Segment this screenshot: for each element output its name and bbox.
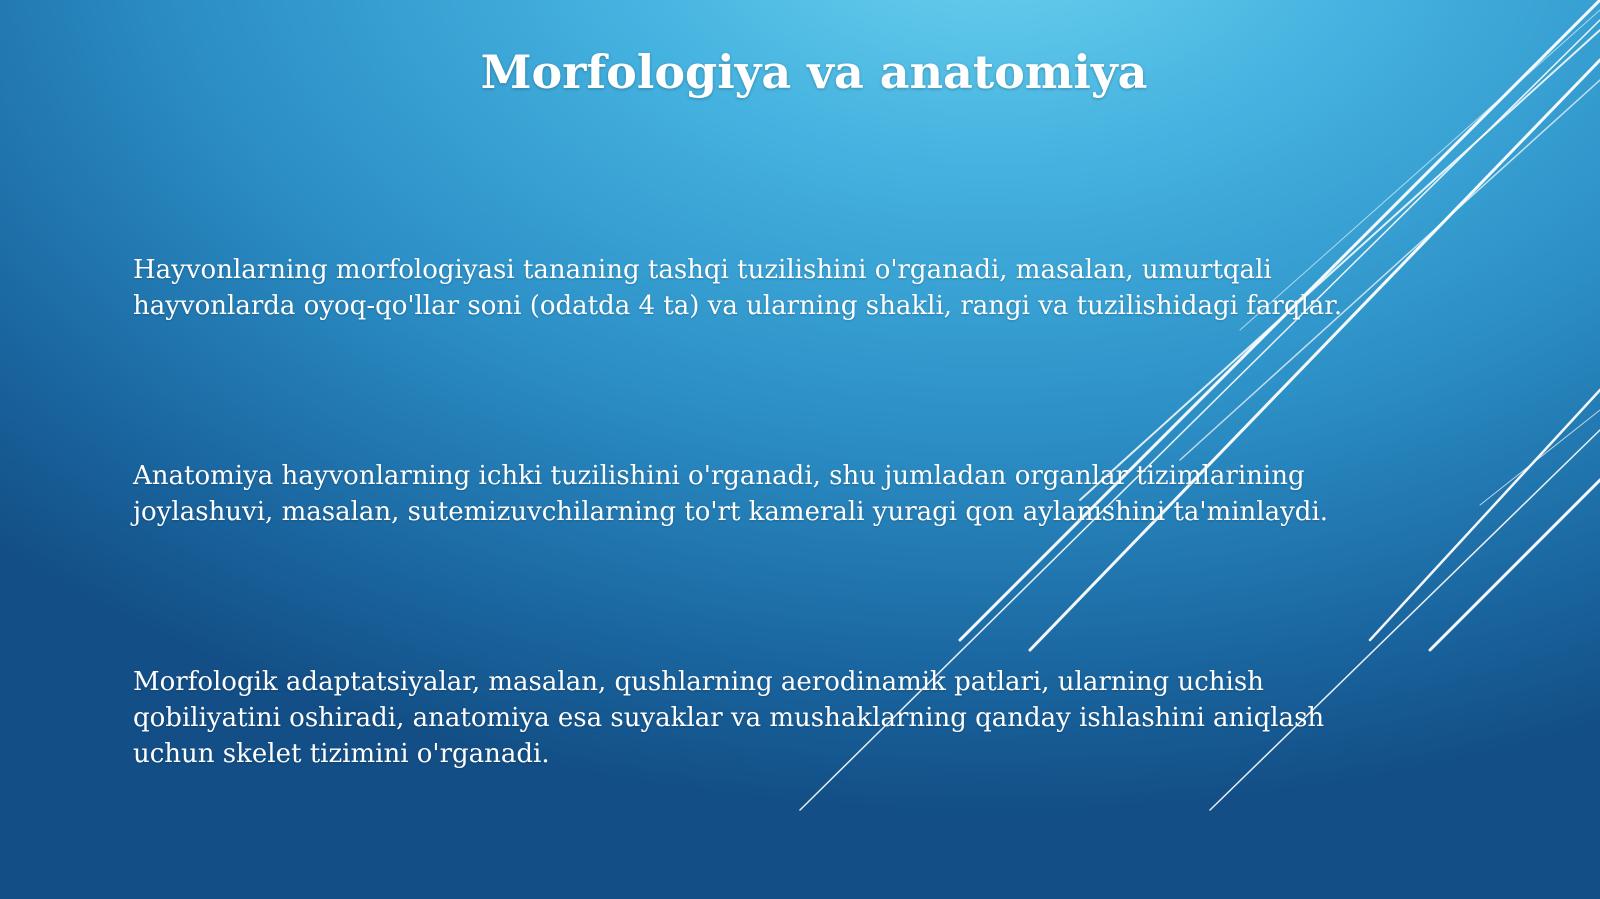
- paragraph-adaptations: [133, 664, 1513, 772]
- paragraph-line: Hayvonlarning morfologiyasi tananing tashqi tuzilishini o'rganadi, masalan, umurtqali: [133, 255, 1272, 285]
- paragraph-line: Morfologik adaptatsiyalar, masalan, qushlarning aerodinamik patlari, ularning uchish: [133, 667, 1264, 697]
- slide-title: Morfologiya va anatomiya: [480, 45, 1148, 99]
- diagonal-line: [1030, 60, 1600, 650]
- paragraph-morphology: [133, 252, 1513, 324]
- paragraph-line: uchun skelet tizimini o'rganadi.: [133, 739, 550, 769]
- paragraph-line: hayvonlarda oyoq-qo'llar soni (odatda 4 ta) va ularning shakli, rangi va tuzilishidagi farqlar.: [133, 291, 1343, 321]
- paragraph-line: joylashuvi, masalan, sutemizuvchilarning to'rt kamerali yuragi qon aylanishini ta'minlaydi.: [133, 497, 1329, 527]
- paragraph-line: Anatomiya hayvonlarning ichki tuzilishini o'rganadi, shu jumladan organlar tizimlarining: [133, 461, 1305, 491]
- paragraph-line: qobiliyatini oshiradi, anatomiya esa suyaklar va mushaklarning qanday ishlashini aniqlash: [133, 703, 1325, 733]
- paragraph-anatomy: [133, 458, 1513, 530]
